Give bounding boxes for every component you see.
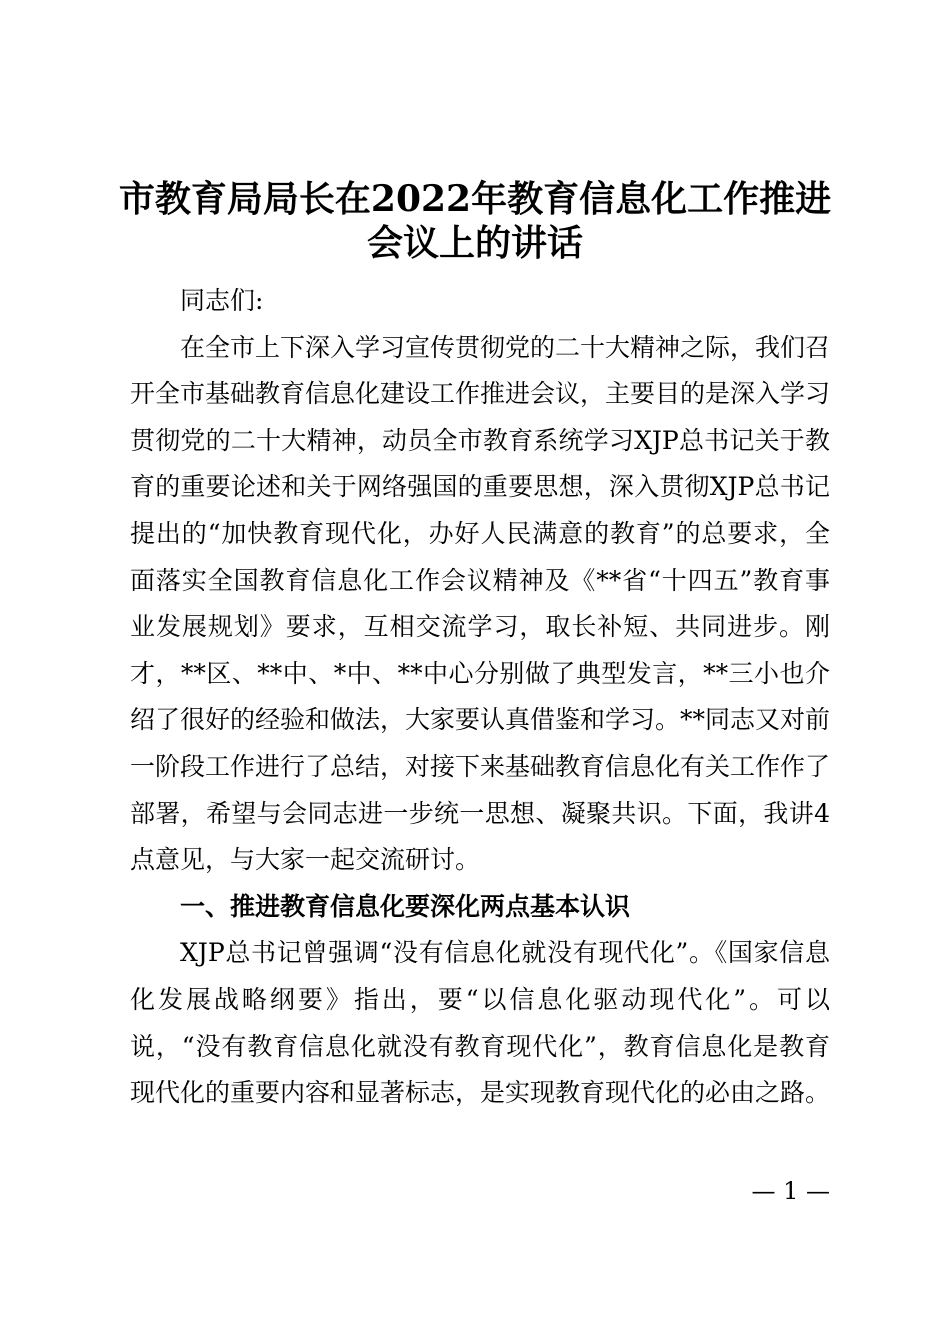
section-heading-1: 一、推进教育信息化要深化两点基本认识 (180, 891, 631, 921)
document-title-line-2: 会议上的讲话 (366, 222, 583, 264)
paragraph-intro: 在全市上下深入学习宣传贯彻党的二十大精神之际，我们召开全市基础教育信息化建设工作推进会议，主要目的是深入学习贯彻党的二十大精神，动员全市教育系统学习XJP总书记关于教育的重要论述和关于网络强国的重要思想，深入贯彻XJP总书记提出的“加快教育现代化，办好人民满意的教育”的总要求，全面落实全国教育信息化工作会议精神及《**省“十四五”教育事业发展规划》要求，互相交流学习，取长补短、共同进步。刚才，**区、**中、*中、**中心分别做了典型发言，**三小也介绍了很好的经验和做法，大家要认真借鉴和学习。**同志又对前一阶段工作进行了总结，对接下来基础教育信息化有关工作作了部署，希望与会同志进一步统一思想、凝聚共识。下面，我讲4点意见，与大家一起交流研讨。 (130, 332, 831, 875)
document-body (130, 278, 830, 1117)
paragraph-section-1: XJP总书记曾强调“没有信息化就没有现代化”。《国家信息化发展战略纲要》指出，要“以信息化驱动现代化”。可以说，“没有教育信息化就没有教育现代化”，教育信息化是教育现代化的重要内容和显著标志，是实现教育现代化的必由之路。 (130, 938, 831, 1108)
page-number: — 1 — (751, 1177, 830, 1205)
salutation: 同志们: (180, 286, 264, 315)
document-title-line-1: 市教育局局长在2022年教育信息化工作推进 (118, 178, 832, 220)
